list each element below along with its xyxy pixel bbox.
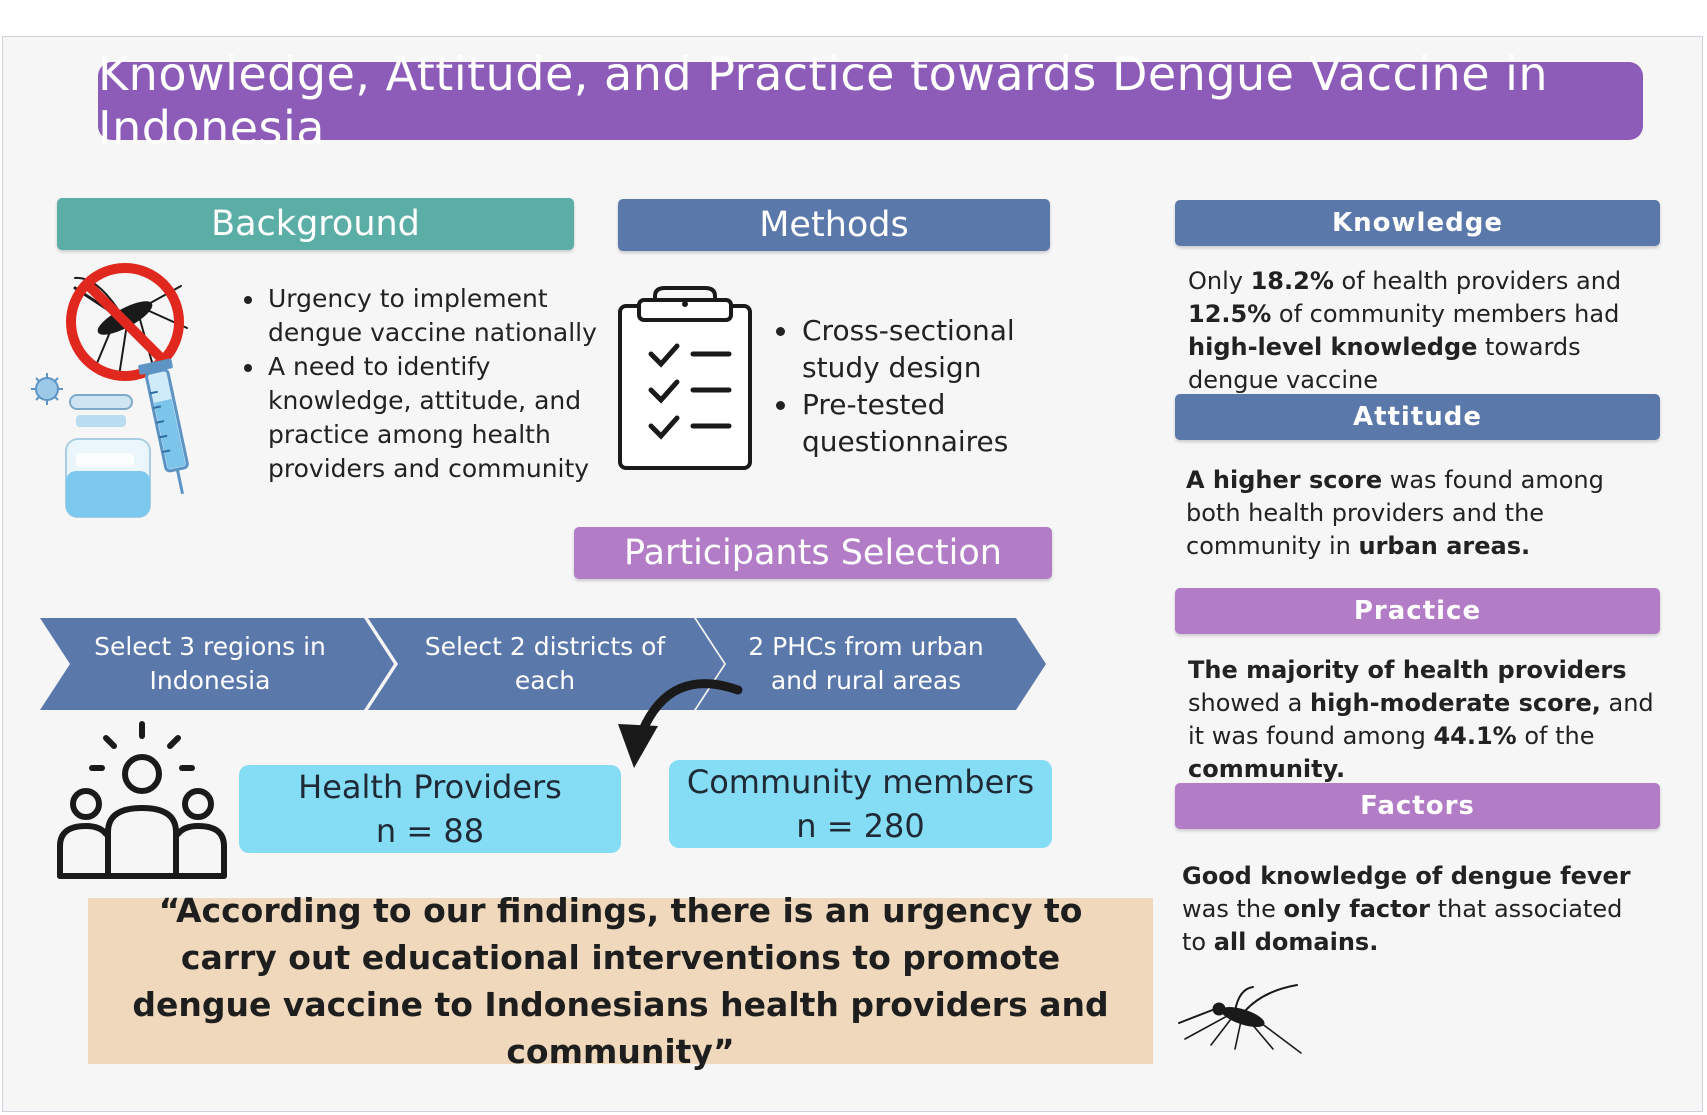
methods-bullet-1: • Cross-sectional study design <box>800 312 1070 386</box>
practice-text <box>1188 654 1658 786</box>
attitude-heading: Attitude <box>1175 394 1660 440</box>
factors-highlight-2: only factor <box>1283 895 1430 923</box>
practice-heading: Practice <box>1175 588 1660 634</box>
background-heading: Background <box>57 198 574 250</box>
knowledge-stat-providers: 18.2% <box>1250 267 1334 295</box>
clipboard-checklist-icon <box>617 284 753 472</box>
methods-bullets <box>776 312 1070 460</box>
health-providers-label: Health Providers <box>298 768 562 806</box>
virus-icon <box>30 372 64 406</box>
practice-text-2: and it was found among <box>1188 689 1654 750</box>
knowledge-highlight: high-level knowledge <box>1188 333 1478 361</box>
knowledge-text-3: of community members had <box>1271 300 1620 328</box>
background-bullets <box>242 282 606 486</box>
knowledge-text-2: of health providers and <box>1333 267 1622 295</box>
factors-heading: Factors <box>1175 783 1660 829</box>
factors-text <box>1182 860 1652 959</box>
knowledge-text-1: Only <box>1188 267 1251 295</box>
health-providers-box <box>239 765 621 853</box>
participants-heading: Participants Selection <box>574 527 1052 579</box>
factors-highlight-3: all domains. <box>1213 928 1379 956</box>
practice-highlight-2: high-moderate score, <box>1310 689 1601 717</box>
community-members-box <box>669 760 1052 848</box>
knowledge-text <box>1188 265 1658 397</box>
practice-text-3: of the <box>1516 722 1595 750</box>
factors-highlight-1: Good knowledge of dengue fever <box>1182 862 1631 890</box>
conclusion-quote: “According to our findings, there is an urgency to carry out educational interventions to promote dengue vaccine to Indonesians health providers and community” <box>88 898 1153 1064</box>
step-1-label: Select 3 regions in Indonesia <box>94 632 326 695</box>
curved-arrow-icon <box>610 672 750 772</box>
practice-highlight-4: community. <box>1188 755 1346 783</box>
people-group-icon <box>56 722 228 880</box>
mosquito-icon <box>1175 983 1307 1055</box>
knowledge-stat-community: 12.5% <box>1188 300 1272 328</box>
methods-bullet-2: • Pre-tested questionnaires <box>800 386 1070 460</box>
poster-title: Knowledge, Attitude, and Practice towards Dengue Vaccine in Indonesia <box>98 62 1643 140</box>
practice-text-1: showed a <box>1188 689 1310 717</box>
step-2-label: Select 2 districts of each <box>424 632 666 695</box>
attitude-highlight-2: urban areas. <box>1358 532 1531 560</box>
community-members-label: Community members <box>686 763 1035 801</box>
factors-text-2: that associated to <box>1182 895 1623 956</box>
factors-text-1: was the <box>1182 895 1284 923</box>
community-members-count: n = 280 <box>796 807 925 845</box>
attitude-highlight-1: A higher score <box>1186 466 1383 494</box>
background-bullet-1: • Urgency to implement dengue vaccine nationally <box>266 282 606 350</box>
attitude-text <box>1186 464 1646 563</box>
health-providers-count: n = 88 <box>375 812 485 850</box>
practice-stat-community: 44.1% <box>1433 722 1517 750</box>
practice-highlight-1: The majority of health providers <box>1188 656 1627 684</box>
background-bullet-2: • A need to identify knowledge, attitude, and practice among health providers and community <box>266 350 606 486</box>
methods-heading: Methods <box>618 199 1050 251</box>
attitude-text-1: was found among both health providers and the community in <box>1186 466 1604 560</box>
vaccine-vial-icon <box>60 395 160 520</box>
knowledge-heading: Knowledge <box>1175 200 1660 246</box>
step-3-label: 2 PHCs from urban and rural areas <box>748 632 984 695</box>
knowledge-text-4: towards dengue vaccine <box>1188 333 1581 394</box>
